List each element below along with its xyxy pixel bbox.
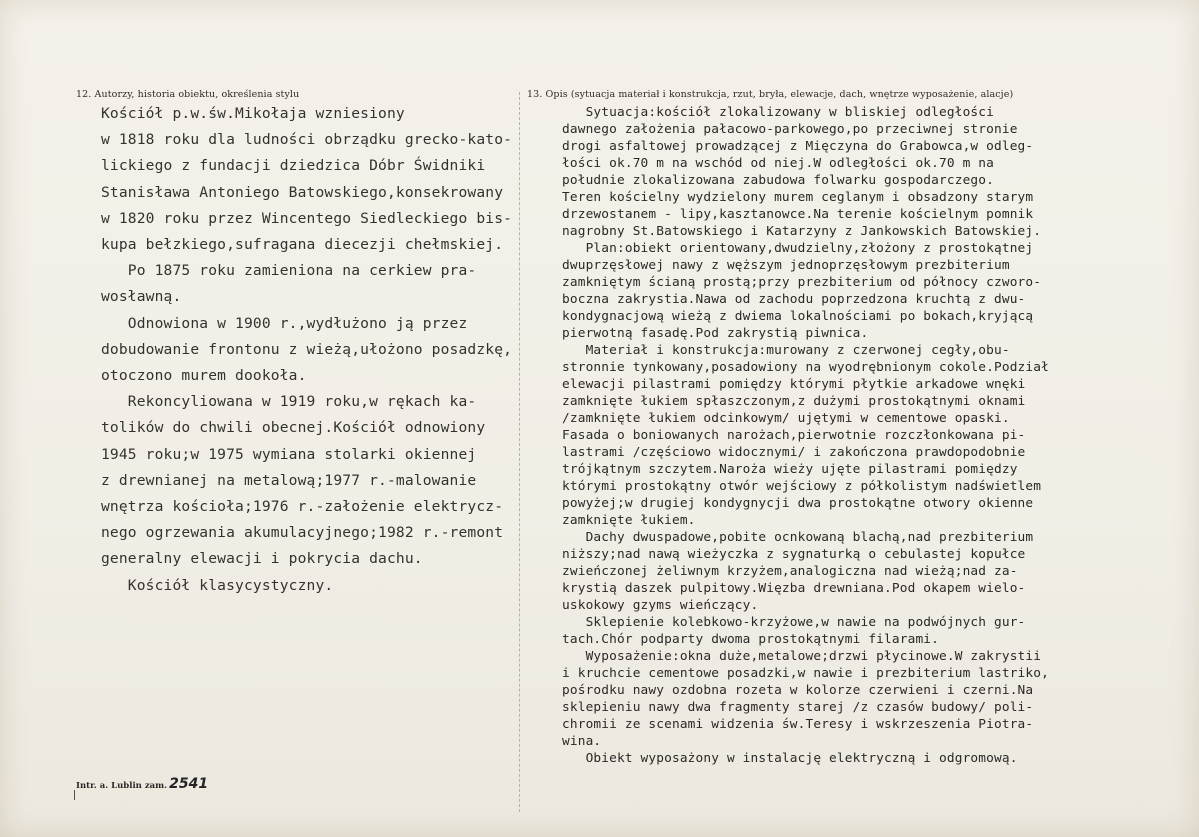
text-line: łości ok.70 m na wschód od niej.W odległości ok.70 m na <box>562 156 994 171</box>
history-text-column <box>101 101 512 599</box>
stamp-number: 2541 <box>169 776 209 792</box>
text-line: w 1818 roku dla ludności obrządku grecko-kato- <box>101 131 513 149</box>
text-line: Teren kościelny wydzielony murem ceglanym i obsadzony starym <box>562 190 1034 205</box>
text-line: drogi asfaltowej prowadzącej z Mięczyna do Grabowca,w odleg- <box>562 139 1034 154</box>
text-line: powyżej;w drugiej kondygnycji dwa prostokątne otwory okienne <box>562 496 1034 511</box>
text-line: pośrodku nawy ozdobna rozeta w kolorze czerwieni i czerni.Na <box>562 683 1034 698</box>
text-line: nagrobny St.Batowskiego i Katarzyny z Jankowskich Batowskiej. <box>562 224 1042 239</box>
text-line: elewacji pilastrami pomiędzy którymi płytkie arkadowe wnęki <box>562 377 1026 392</box>
text-line: dawnego założenia pałacowo-parkowego,po przeciwnej stronie <box>562 122 1018 137</box>
text-line: lastrami /częściowo widocznymi/ i zakończona prawdopodobnie <box>562 445 1026 460</box>
text-line: którymi prostokątny otwór wejściowy z półkolistym nadświetlem <box>562 479 1042 494</box>
text-line: Sytuacja:kościół zlokalizowany w bliskiej odległości <box>562 105 994 120</box>
text-line: 1945 roku;w 1975 wymiana stolarki okiennej <box>101 445 477 463</box>
text-line: nego ogrzewania akumulacyjnego;1982 r.-remont <box>101 524 504 542</box>
text-line: lickiego z fundacji dziedzica Dóbr Świdniki <box>101 157 486 175</box>
text-line: Stanisława Antoniego Batowskiego,konsekrowany <box>101 183 504 201</box>
text-line: Dachy dwuspadowe,pobite ocnkowaną blachą,nad prezbiterium <box>562 530 1034 545</box>
text-line: zwieńczonej żeliwnym krzyżem,analogiczna nad wieżą;nad za- <box>562 564 1018 579</box>
left-section-header: 12. Autorzy, historia obiektu, określenia stylu <box>76 89 300 100</box>
text-line: sklepieniu nawy dwa fragmenty starej /z czasów budowy/ poli- <box>562 700 1034 715</box>
text-line: wosławną. <box>101 288 182 306</box>
text-line: stronnie tynkowany,posadowiony na wyodrębnionym cokole.Podział <box>562 360 1049 375</box>
text-line: chromii ze scenami widzenia św.Teresy i wskrzeszenia Piotra- <box>562 717 1034 732</box>
text-line: drzewostanem - lipy,kasztanowce.Na terenie kościelnym pomnik <box>562 207 1034 222</box>
text-line: w 1820 roku przez Wincentego Siedleckiego bis- <box>101 209 513 227</box>
text-line: tach.Chór podparty dwoma prostokątnymi filarami. <box>562 632 940 647</box>
text-line: zamkniętym ścianą prostą;przy prezbiterium od północy czworo- <box>562 275 1042 290</box>
text-line: kupa bełzkiego,sufragana diecezji chełmskiej. <box>101 236 504 254</box>
margin-mark <box>74 790 75 800</box>
text-line: generalny elewacji i pokrycia dachu. <box>101 550 423 568</box>
text-line: dobudowanie frontonu z wieżą,ułożono posadzkę, <box>101 340 513 358</box>
text-line: Po 1875 roku zamieniona na cerkiew pra- <box>101 262 477 280</box>
text-line: zamknięte łukiem. <box>562 513 696 528</box>
text-line: Rekoncyliowana w 1919 roku,w rękach ka- <box>101 393 477 411</box>
text-line: wnętrza kościoła;1976 r.-założenie elektrycz- <box>101 498 504 516</box>
text-line: kondygnacjową wieżą z dwiema lokalnościami po bokach,kryjącą <box>562 309 1034 324</box>
text-line: południe zlokalizowana zabudowa folwarku gospodarczego. <box>562 173 994 188</box>
column-divider <box>519 92 520 812</box>
text-line: Fasada o boniowanych narożach,pierwotnie rozczłonkowana pi- <box>562 428 1026 443</box>
text-line: Plan:obiekt orientowany,dwudzielny,złożony z prostokątnej <box>562 241 1034 256</box>
text-line: niższy;nad nawą wieżyczka z sygnaturką o cebulastej kopułce <box>562 547 1026 562</box>
text-line: Odnowiona w 1900 r.,wydłużono ją przez <box>101 314 468 332</box>
text-line: Wyposażenie:okna duże,metalowe;drzwi płycinowe.W zakrystii <box>562 649 1042 664</box>
text-line: zamknięte łukiem spłaszczonym,z dużymi prostokątnymi oknami <box>562 394 1026 409</box>
text-line: /zamknięte łukiem odcinkowym/ ujętymi w cementowe opaski. <box>562 411 1010 426</box>
text-line: tolików do chwili obecnej.Kościół odnowiony <box>101 419 486 437</box>
text-line: trójkątnym szczytem.Naroża wieży ujęte pilastrami pomiędzy <box>562 462 1018 477</box>
text-line: dwuprzęsłowej nawy z węższym jednoprzęsłowym prezbiterium <box>562 258 1010 273</box>
text-line: otoczono murem dookoła. <box>101 367 307 385</box>
text-line: Obiekt wyposażony w instalację elektryczną i odgromową. <box>562 751 1018 766</box>
text-line: boczna zakrystia.Nawa od zachodu poprzedzona kruchtą z dwu- <box>562 292 1026 307</box>
right-section-header: 13. Opis (sytuacja materiał i konstrukcja, rzut, bryła, elewacje, dach, wnętrze wyposażenie, alacje) <box>527 89 1014 100</box>
text-line: i kruchcie cementowe posadzki,w nawie i prezbiterium lastriko, <box>562 666 1049 681</box>
text-line: pierwotną fasadę.Pod zakrystią piwnica. <box>562 326 869 341</box>
text-line: Kościół p.w.św.Mikołaja wzniesiony <box>101 105 405 122</box>
archive-stamp <box>76 776 208 792</box>
text-line: Materiał i konstrukcja:murowany z czerwonej cegły,obu- <box>562 343 1010 358</box>
text-line: krystią daszek pulpitowy.Więzba drewniana.Pod okapem wielo- <box>562 581 1026 596</box>
text-line: Sklepienie kolebkowo-krzyżowe,w nawie na podwójnych gur- <box>562 615 1026 630</box>
text-line: Kościół klasycystyczny. <box>101 576 334 594</box>
text-line: uskokowy gzyms wieńczący. <box>562 598 759 613</box>
text-line: wina. <box>562 734 602 749</box>
text-line: z drewnianej na metalową;1977 r.-malowanie <box>101 471 477 489</box>
description-text-column <box>562 104 1049 767</box>
stamp-text: Intr. a. Lublin zam. <box>76 781 168 791</box>
